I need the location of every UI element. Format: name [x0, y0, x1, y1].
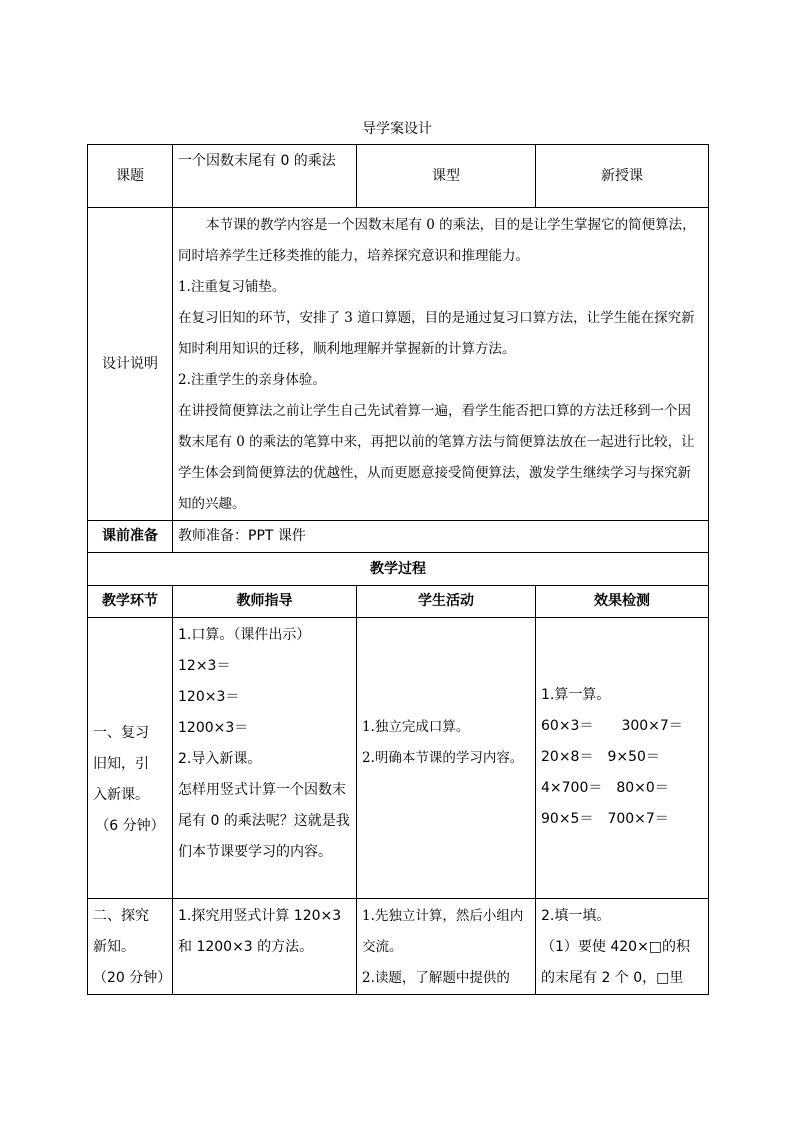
stage1-teacher-line: 怎样用竖式计算一个因数末尾有 0 的乘法呢？这就是我们本节课要学习的内容。 — [178, 782, 350, 860]
stage1-row — [88, 618, 709, 899]
stage2-teacher — [173, 899, 357, 995]
design-paragraph: 2.注重学生的亲身体验。 — [178, 372, 326, 388]
stage1-teacher-line: 1200×3＝ — [178, 720, 249, 736]
type-value: 新授课 — [536, 145, 709, 208]
design-paragraph: 在复习旧知的环节，安排了 3 道口算题，目的是通过复习口算方法，让学生能在探究新知时利用知识的迁移，顺利地理解并掌握新的计算方法。 — [178, 310, 695, 357]
stage1-student-line: 1.独立完成口算。 — [362, 719, 470, 735]
stage1-check-line: 60×3＝ 300×7＝ — [541, 718, 683, 734]
stage1-check-line: 90×5＝ 700×7＝ — [541, 811, 669, 827]
stage1-teacher-line: 12×3＝ — [178, 658, 231, 674]
stage1-check-line: 4×700＝ 80×0＝ — [541, 780, 669, 796]
stage1-check-line: 20×8＝ 9×50＝ — [541, 749, 660, 765]
stage1-name-line: 一、复习 — [93, 725, 149, 741]
topic-row — [88, 145, 709, 208]
prep-row — [88, 521, 709, 553]
design-paragraph: 1.注重复习铺垫。 — [178, 279, 286, 295]
stage1-duration: （6 分钟） — [95, 818, 165, 834]
process-title: 教学过程 — [88, 553, 709, 586]
stage1-student — [357, 618, 536, 899]
stage1-student-line: 2.明确本节课的学习内容。 — [362, 750, 524, 766]
stage1-teacher — [173, 618, 357, 899]
header-check: 效果检测 — [536, 586, 709, 618]
stage2-student-line: 2.读题，了解题中提供的 — [362, 970, 510, 986]
stage1-name — [88, 618, 173, 899]
document-title: 导学案设计 — [362, 121, 432, 137]
stage2-check-line: 2.填一填。 — [541, 908, 611, 924]
header-stage: 教学环节 — [88, 586, 173, 618]
topic-value: 一个因数末尾有 0 的乘法 — [173, 145, 357, 208]
stage2-name-line: 新知。 — [93, 939, 135, 955]
stage2-check — [536, 899, 709, 995]
stage2-row — [88, 899, 709, 995]
topic-label: 课题 — [88, 145, 173, 208]
stage2-student-line: 1.先独立计算，然后小组内交流。 — [362, 908, 524, 955]
prep-label: 课前准备 — [88, 521, 173, 553]
stage1-teacher-line: 1.口算。（课件出示） — [178, 627, 311, 643]
stage2-student — [357, 899, 536, 995]
header-teacher: 教师指导 — [173, 586, 357, 618]
stage1-name-line: 旧知，引 — [93, 756, 149, 772]
stage2-name — [88, 899, 173, 995]
stage1-check — [536, 618, 709, 899]
design-paragraph: 本节课的教学内容是一个因数末尾有 0 的乘法，目的是让学生掌握它的简便算法，同时培养学生迁移类推的能力，培养探究意识和推理能力。 — [178, 217, 696, 264]
stage1-name-line: 入新课。 — [93, 787, 149, 803]
lesson-plan-table — [87, 144, 709, 995]
stage1-check-line: 1.算一算。 — [541, 687, 611, 703]
prep-value: 教师准备：PPT 课件 — [173, 521, 709, 553]
design-content — [173, 208, 709, 521]
process-title-row — [88, 553, 709, 586]
stage2-teacher-line: 1.探究用竖式计算 120×3 和 1200×3 的方法。 — [178, 908, 342, 955]
stage1-teacher-line: 2.导入新课。 — [178, 751, 262, 767]
type-label: 课型 — [357, 145, 536, 208]
stage2-duration: （20 分钟） — [93, 970, 172, 986]
stage1-teacher-line: 120×3＝ — [178, 689, 240, 705]
header-student: 学生活动 — [357, 586, 536, 618]
header-row — [88, 586, 709, 618]
design-row — [88, 208, 709, 521]
design-paragraph: 在讲授简便算法之前让学生自己先试着算一遍，看学生能否把口算的方法迁移到一个因数末尾有 0 的乘法的笔算中来，再把以前的笔算方法与简便算法放在一起进行比较，让学生体会到简便算法的优越性，从而更愿意接受简便算法，激发学生继续学习与探究新知的兴趣。 — [178, 403, 695, 512]
stage2-name-line: 二、探究 — [93, 908, 149, 924]
stage2-check-line: （1）要使 420×□的积的末尾有 2 个 0，□里 — [541, 939, 691, 986]
design-label: 设计说明 — [88, 208, 173, 521]
